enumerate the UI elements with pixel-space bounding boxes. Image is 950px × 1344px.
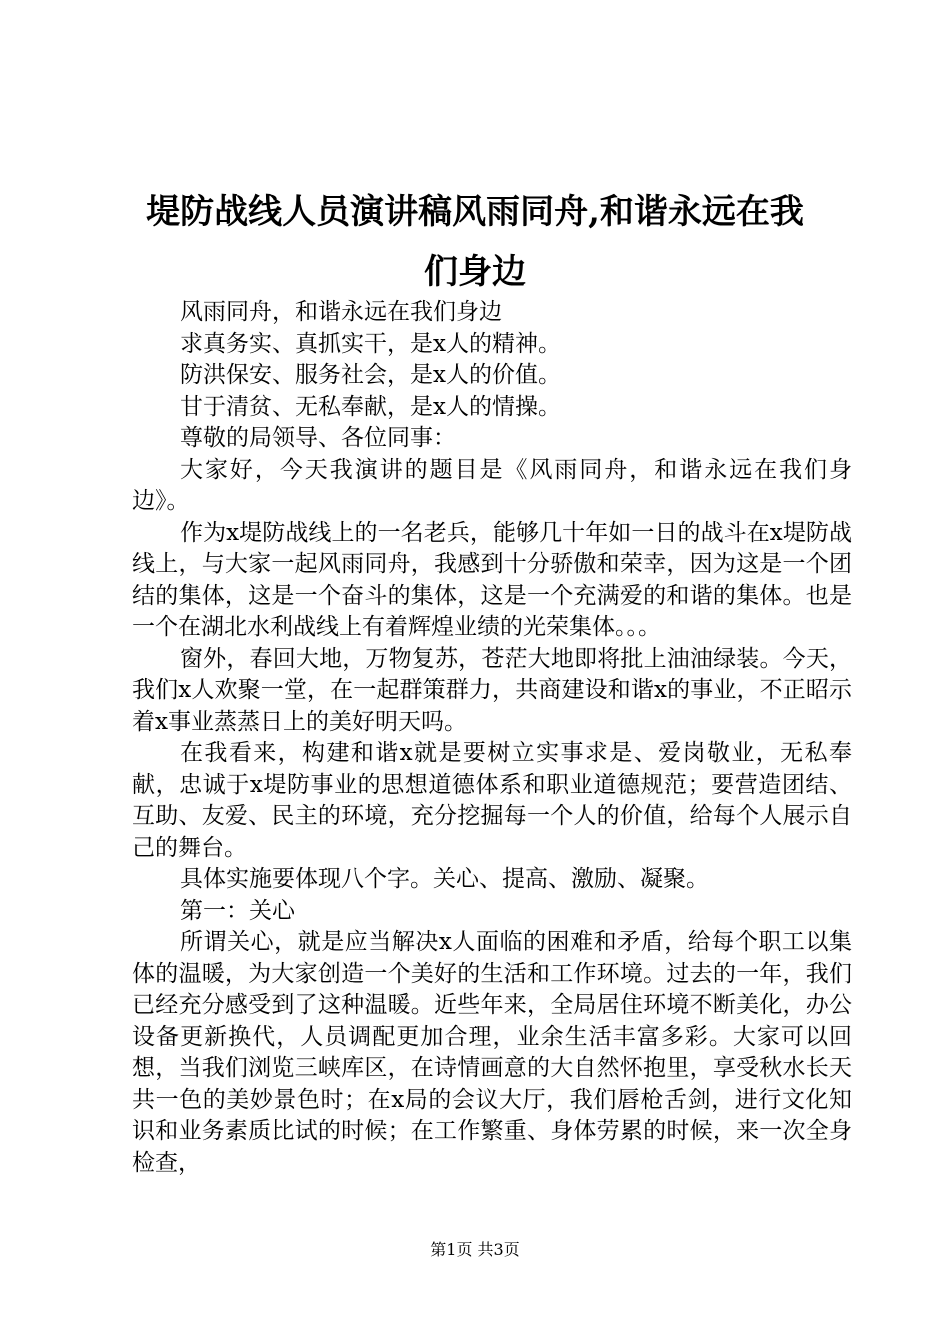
title-line-2: 们身边 — [424, 252, 526, 292]
paragraph: 大家好，今天我演讲的题目是《风雨同舟，和谐永远在我们身边》。 — [132, 456, 852, 514]
paragraph: 窗外，春回大地，万物复苏，苍茫大地即将批上油油绿装。今天，我们x人欢聚一堂，在一起群策群力，共商建设和谐x的事业，不正昭示着x事业蒸蒸日上的美好明天吗。 — [132, 645, 852, 735]
paragraph: 作为x堤防战线上的一名老兵，能够几十年如一日的战斗在x堤防战线上，与大家一起风雨同舟，我感到十分骄傲和荣幸，因为这是一个团结的集体，这是一个奋斗的集体，这是一个充满爱的和谐的集体。也是一个在湖北水利战线上有着辉煌业绩的光荣集体。。。 — [132, 519, 852, 640]
paragraph: 第一：关心 — [180, 897, 295, 924]
paragraph: 求真务实、真抓实干，是x人的精神。 — [180, 330, 561, 357]
paragraph: 在我看来，构建和谐x就是要树立实事求是、爱岗敬业，无私奉献，忠诚于x堤防事业的思想道德体系和职业道德规范；要营造团结、互助、友爱、民主的环境，充分挖掘每一个人的价值，给每个人展示自己的舞台。 — [132, 740, 852, 861]
paragraph: 尊敬的局领导、各位同事： — [180, 425, 456, 451]
title-line-1: 堤防战线人员演讲稿风雨同舟,和谐永远在我 — [146, 192, 804, 232]
paragraph: 防洪保安、服务社会，是x人的价值。 — [180, 362, 561, 388]
paragraph: 甘于清贫、无私奉献，是x人的情操。 — [180, 393, 561, 420]
document-title — [110, 182, 840, 302]
document-body — [132, 297, 852, 1179]
page-footer — [0, 1240, 950, 1260]
paragraph: 具体实施要体现八个字。关心、提高、激励、凝聚。 — [180, 866, 709, 892]
paragraph: 风雨同舟，和谐永远在我们身边 — [180, 299, 502, 325]
paragraph: 所谓关心，就是应当解决x人面临的困难和矛盾，给每个职工以集体的温暖，为大家创造一个美好的生活和工作环境。过去的一年，我们已经充分感受到了这种温暖。近些年来，全局居住环境不断美化，办公设备更新换代，人员调配更加合理，业余生活丰富多彩。大家可以回想，当我们浏览三峡库区，在诗情画意的大自然怀抱里，享受秋水长天共一色的美妙景色时；在x局的会议大厅，我们唇枪舌剑，进行文化知识和业务素质比试的时候；在工作繁重、身体劳累的时候，来一次全身检查， — [132, 929, 852, 1176]
page-number: 第1页 共3页 — [430, 1240, 520, 1259]
